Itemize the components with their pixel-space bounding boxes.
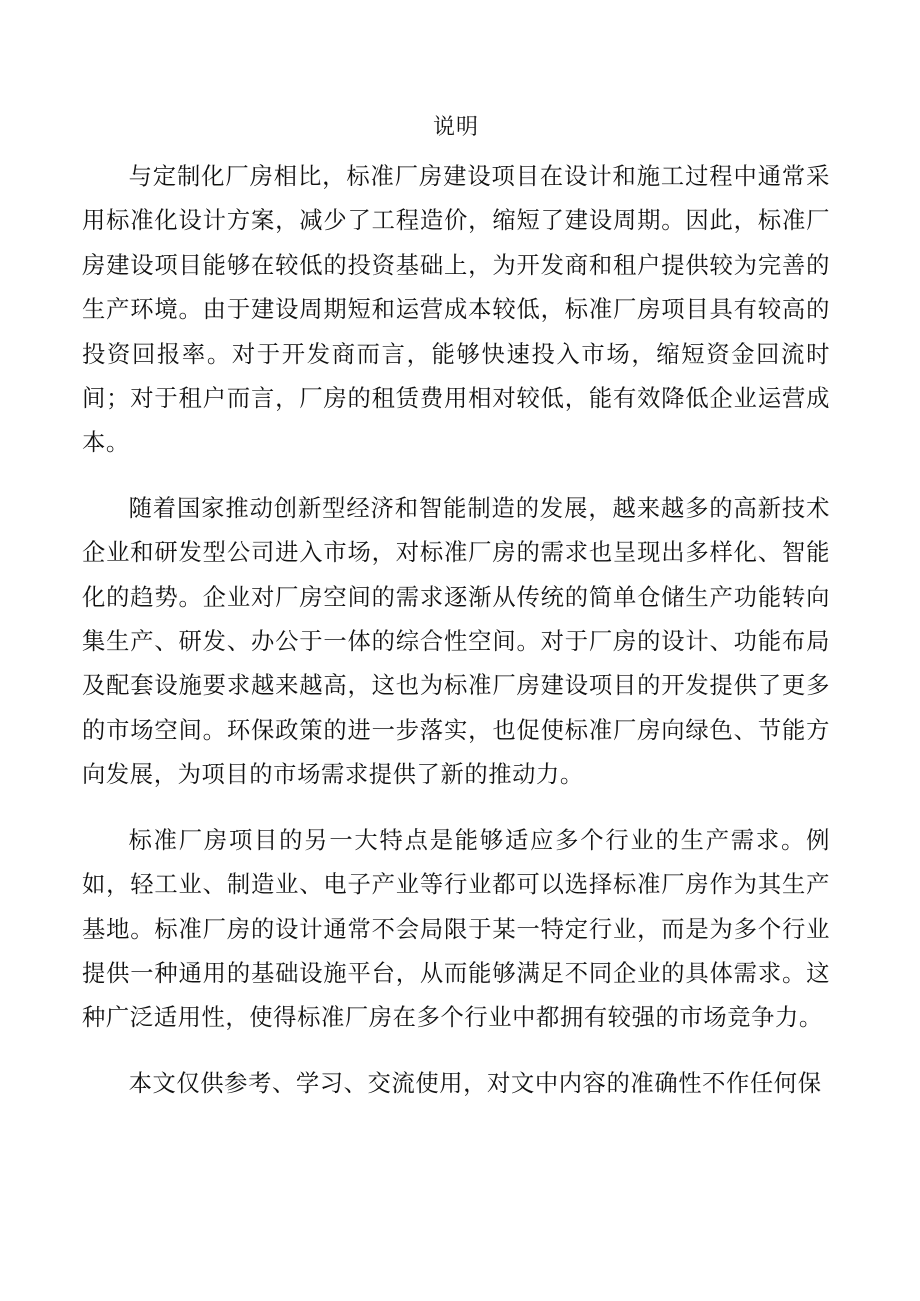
paragraph-disclaimer: 本文仅供参考、学习、交流使用，对文中内容的准确性不作任何保 bbox=[128, 1069, 822, 1097]
document-title: 说明 bbox=[432, 115, 479, 140]
paragraph-market-demand: 随着国家推动创新型经济和智能制造的发展，越来越多的高新技术企业和研发型公司进入市场，对标准厂房的需求也呈现出多样化、智能化的趋势。企业对厂房空间的需求逐渐从传统的简单仓储生产功能转向集生产、研发、办公于一体的综合性空间。对于厂房的设计、功能布局及配套设施要求越来越高，这也为标准厂房建设项目的开发提供了更多的市场空间。环保政策的进一步落实，也促使标准厂房向绿色、节能方向发展，为项目的市场需求提供了新的推动力。 bbox=[82, 494, 830, 789]
paragraph-cost-advantage: 与定制化厂房相比，标准厂房建设项目在设计和施工过程中通常采用标准化设计方案，减少了工程造价，缩短了建设周期。因此，标准厂房建设项目能够在较低的投资基础上，为开发商和租户提供较为完善的生产环境。由于建设周期短和运营成本较低，标准厂房项目具有较高的投资回报率。对于开发商而言，能够快速投入市场，缩短资金回流时间；对于租户而言，厂房的租赁费用相对较低，能有效降低企业运营成本。 bbox=[82, 163, 830, 457]
document-page bbox=[82, 108, 830, 1106]
paragraph-industry-adaptability: 标准厂房项目的另一大特点是能够适应多个行业的生产需求。例如，轻工业、制造业、电子产业等行业都可以选择标准厂房作为其生产基地。标准厂房的设计通常不会局限于某一特定行业，而是为多个行业提供一种通用的基础设施平台，从而能够满足不同企业的具体需求。这种广泛适用性，使得标准厂房在多个行业中都拥有较强的市场竞争力。 bbox=[82, 826, 830, 1032]
